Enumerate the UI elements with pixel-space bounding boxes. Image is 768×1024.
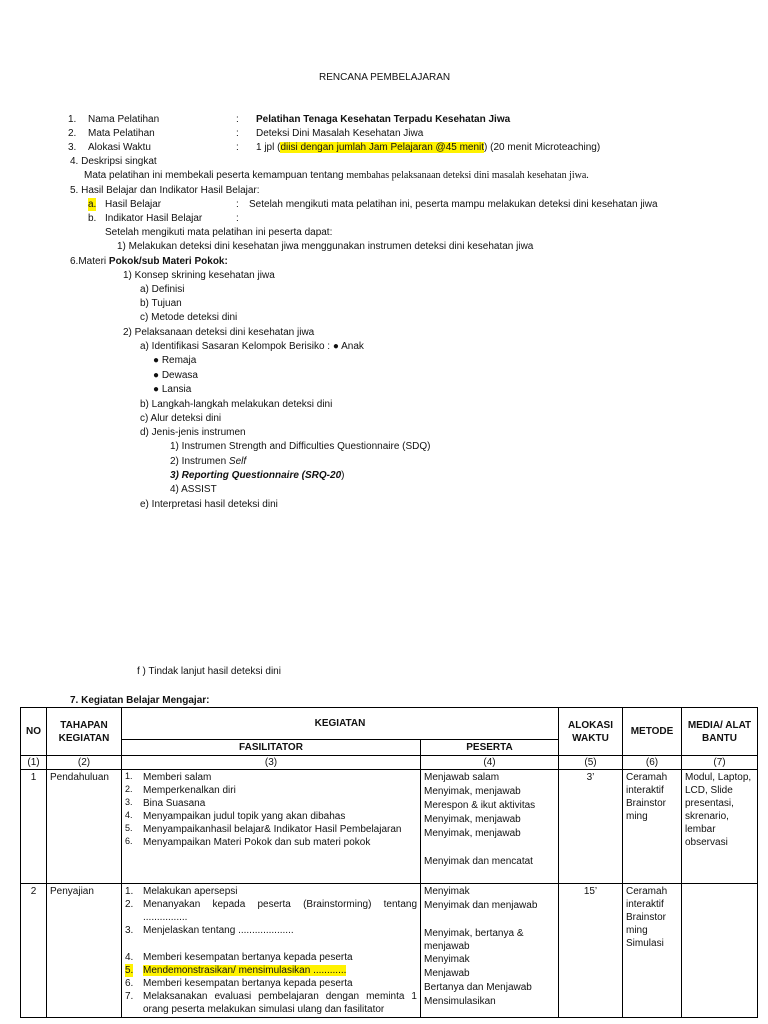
instrumen-self-italic: Self bbox=[228, 456, 247, 467]
col-number: (3) bbox=[122, 756, 421, 770]
col-number: (4) bbox=[421, 756, 559, 770]
hasil-b-colon: : bbox=[236, 213, 239, 224]
row-no: 2 bbox=[21, 884, 47, 1018]
row-fasilitator bbox=[122, 884, 421, 1018]
list-item: 6. Menyampaikan Materi Pokok dan sub materi pokok bbox=[125, 836, 371, 848]
header-no: NO bbox=[21, 708, 47, 756]
field-value-nama-pelatihan: Pelatihan Tenaga Kesehatan Terpadu Kesehatan Jiwa bbox=[256, 114, 511, 125]
field-colon-2: : bbox=[236, 128, 239, 139]
header-kegiatan: KEGIATAN bbox=[122, 708, 559, 740]
materi-heading bbox=[70, 255, 228, 268]
list-item bbox=[125, 937, 417, 951]
deskripsi-text-b: membahas pelaksanaan deteksi dini masalah kesehatan jiwa. bbox=[346, 170, 589, 181]
instrumen-srq-bold: 3) Reporting Questionnaire (SRQ-20 bbox=[170, 470, 342, 481]
list-item: 7. Melaksanakan evaluasi pembelajaran dengan meminta 1 orang peserta melakukan simulasi ulang dan fasilitator bbox=[125, 991, 417, 1015]
col-number: (6) bbox=[623, 756, 682, 770]
field-label-alokasi-waktu: Alokasi Waktu bbox=[88, 142, 151, 153]
row-no: 1 bbox=[21, 770, 47, 884]
list-item: 5. Mendemonstrasikan/ mensimulasikan ............ bbox=[125, 965, 347, 976]
field-no-3: 3. bbox=[68, 142, 77, 153]
materi-item-alur: c) Alur deteksi dini bbox=[140, 413, 222, 424]
hasil-b-label: Indikator Hasil Belajar bbox=[105, 213, 203, 224]
materi-item-metode: c) Metode deteksi dini bbox=[140, 312, 238, 323]
row-tahapan: Penyajian bbox=[47, 884, 122, 1018]
alokasi-highlight-note: diisi dengan jumlah Jam Pelajaran @45 menit bbox=[280, 142, 485, 153]
hasil-b-item: 1) Melakukan deteksi dini kesehatan jiwa menggunakan instrumen deteksi dini kesehatan jiwa bbox=[117, 241, 534, 252]
header-metode: METODE bbox=[623, 708, 682, 756]
list-item: 2. Memperkenalkan diri bbox=[125, 784, 236, 796]
col-number: (2) bbox=[47, 756, 122, 770]
field-no-1: 1. bbox=[68, 114, 77, 125]
list-item: 3. Bina Suasana bbox=[125, 797, 206, 809]
materi-item-jenis: d) Jenis-jenis instrumen bbox=[140, 427, 246, 438]
alokasi-suffix: ) (20 menit Microteaching) bbox=[484, 142, 601, 153]
field-label-nama-pelatihan: Nama Pelatihan bbox=[88, 114, 160, 125]
header-tahapan: TAHAPAN KEGIATAN bbox=[47, 708, 122, 756]
field-value-alokasi-waktu bbox=[256, 141, 600, 154]
alokasi-prefix: 1 jpl ( bbox=[256, 142, 281, 153]
kegiatan-heading: 7. Kegiatan Belajar Mengajar: bbox=[70, 695, 210, 706]
instrumen-self bbox=[170, 455, 246, 468]
materi-heading-pre: 6.Materi bbox=[70, 256, 109, 267]
header-peserta: PESERTA bbox=[421, 740, 559, 756]
list-item: 5. Menyampaikanhasil belajar& Indikator Hasil Pembelajaran bbox=[125, 823, 402, 835]
document-title: RENCANA PEMBELAJARAN bbox=[319, 72, 451, 83]
row-alokasi: 3’ bbox=[559, 770, 623, 884]
instrumen-srq bbox=[170, 469, 344, 482]
hasil-b-intro: Setelah mengikuti mata pelatihan ini peserta dapat: bbox=[105, 227, 333, 238]
row-peserta: Menjawab salam Menyimak, menjawab Merespon & ikut aktivitas Menyimak, menjawab Menyimak, menjawab Menyimak dan mencatat bbox=[421, 770, 559, 884]
field-no-2: 2. bbox=[68, 128, 77, 139]
field-colon-1: : bbox=[236, 114, 239, 125]
list-item: 4. Memberi kesempatan bertanya kepada peserta bbox=[125, 952, 353, 963]
hasil-heading: 5. Hasil Belajar dan Indikator Hasil Belajar: bbox=[70, 185, 260, 196]
table-row bbox=[21, 770, 758, 884]
header-alokasi: ALOKASI WAKTU bbox=[559, 708, 623, 756]
col-number: (7) bbox=[682, 756, 758, 770]
row-metode: Ceramah interaktif Brainstor ming bbox=[623, 770, 682, 884]
list-item: 1. Memberi salam bbox=[125, 771, 212, 783]
hasil-a-colon: : bbox=[236, 199, 239, 210]
row-peserta: Menyimak Menyimak dan menjawab Menyimak, bertanya & menjawab Menyimak Menjawab Bertanya dan Menjawab Mensimulasikan bbox=[421, 884, 559, 1018]
highlighted-item: Mendemonstrasikan/ mensimulasikan ............ bbox=[143, 965, 347, 976]
row-alokasi: 15’ bbox=[559, 884, 623, 1018]
materi-item-konsep: 1) Konsep skrining kesehatan jiwa bbox=[123, 270, 275, 281]
materi-item-tujuan: b) Tujuan bbox=[140, 298, 182, 309]
deskripsi-text bbox=[84, 169, 589, 182]
field-colon-3: : bbox=[236, 142, 239, 153]
hasil-a-marker: a. bbox=[88, 199, 97, 210]
materi-item-remaja: ● Remaja bbox=[153, 355, 197, 366]
hasil-a-label: Hasil Belajar bbox=[105, 199, 162, 210]
header-media: MEDIA/ ALAT BANTU bbox=[682, 708, 758, 756]
materi-item-lansia: ● Lansia bbox=[153, 384, 192, 395]
materi-item-pelaksanaan: 2) Pelaksanaan deteksi dini kesehatan jiwa bbox=[123, 327, 315, 338]
instrumen-assist: 4) ASSIST bbox=[170, 484, 217, 495]
materi-item-interpretasi: e) Interpretasi hasil deteksi dini bbox=[140, 499, 278, 510]
row-fasilitator bbox=[122, 770, 421, 884]
row-media bbox=[682, 884, 758, 1018]
list-item: 2. Menanyakan kepada peserta (Brainstorming) tentang ................ bbox=[125, 899, 417, 923]
deskripsi-heading: 4. Deskripsi singkat bbox=[70, 156, 157, 167]
row-metode: Ceramah interaktif Brainstor ming Simulasi bbox=[623, 884, 682, 1018]
list-item: 3. Menjelaskan tentang .................... bbox=[125, 925, 294, 936]
table-row bbox=[21, 884, 758, 1018]
kegiatan-table bbox=[20, 707, 758, 1018]
deskripsi-text-a: Mata pelatihan ini membekali peserta kemampuan tentang bbox=[84, 170, 347, 181]
header-fasilitator: FASILITATOR bbox=[122, 740, 421, 756]
list-item: 4. Menyampaikan judul topik yang akan dibahas bbox=[125, 810, 346, 822]
materi-item-definisi: a) Definisi bbox=[140, 284, 185, 295]
instrumen-self-pre: 2) Instrumen bbox=[170, 456, 229, 467]
materi-item-tindak-lanjut: f ) Tindak lanjut hasil deteksi dini bbox=[137, 666, 281, 677]
field-value-mata-pelatihan: Deteksi Dini Masalah Kesehatan Jiwa bbox=[256, 128, 424, 139]
materi-heading-bold: Pokok/sub Materi Pokok: bbox=[108, 256, 228, 267]
list-item: 1. Melakukan apersepsi bbox=[125, 886, 238, 897]
instrumen-sdq: 1) Instrumen Strength and Difficulties Questionnaire (SDQ) bbox=[170, 441, 431, 452]
list-item: 6. Memberi kesempatan bertanya kepada peserta bbox=[125, 978, 353, 989]
materi-item-dewasa: ● Dewasa bbox=[153, 370, 198, 381]
row-tahapan: Pendahuluan bbox=[47, 770, 122, 884]
col-number: (5) bbox=[559, 756, 623, 770]
instrumen-srq-post: ) bbox=[341, 470, 345, 481]
hasil-b-marker: b. bbox=[88, 213, 97, 224]
col-number: (1) bbox=[21, 756, 47, 770]
hasil-a-text: Setelah mengikuti mata pelatihan ini, peserta mampu melakukan deteksi dini kesehatan jiwa bbox=[249, 199, 658, 210]
materi-item-langkah: b) Langkah-langkah melakukan deteksi dini bbox=[140, 399, 333, 410]
row-media: Modul, Laptop, LCD, Slide presentasi, skrenario, lembar observasi bbox=[682, 770, 758, 884]
field-label-mata-pelatihan: Mata Pelatihan bbox=[88, 128, 155, 139]
materi-item-identifikasi: a) Identifikasi Sasaran Kelompok Berisiko : ● Anak bbox=[140, 341, 364, 352]
